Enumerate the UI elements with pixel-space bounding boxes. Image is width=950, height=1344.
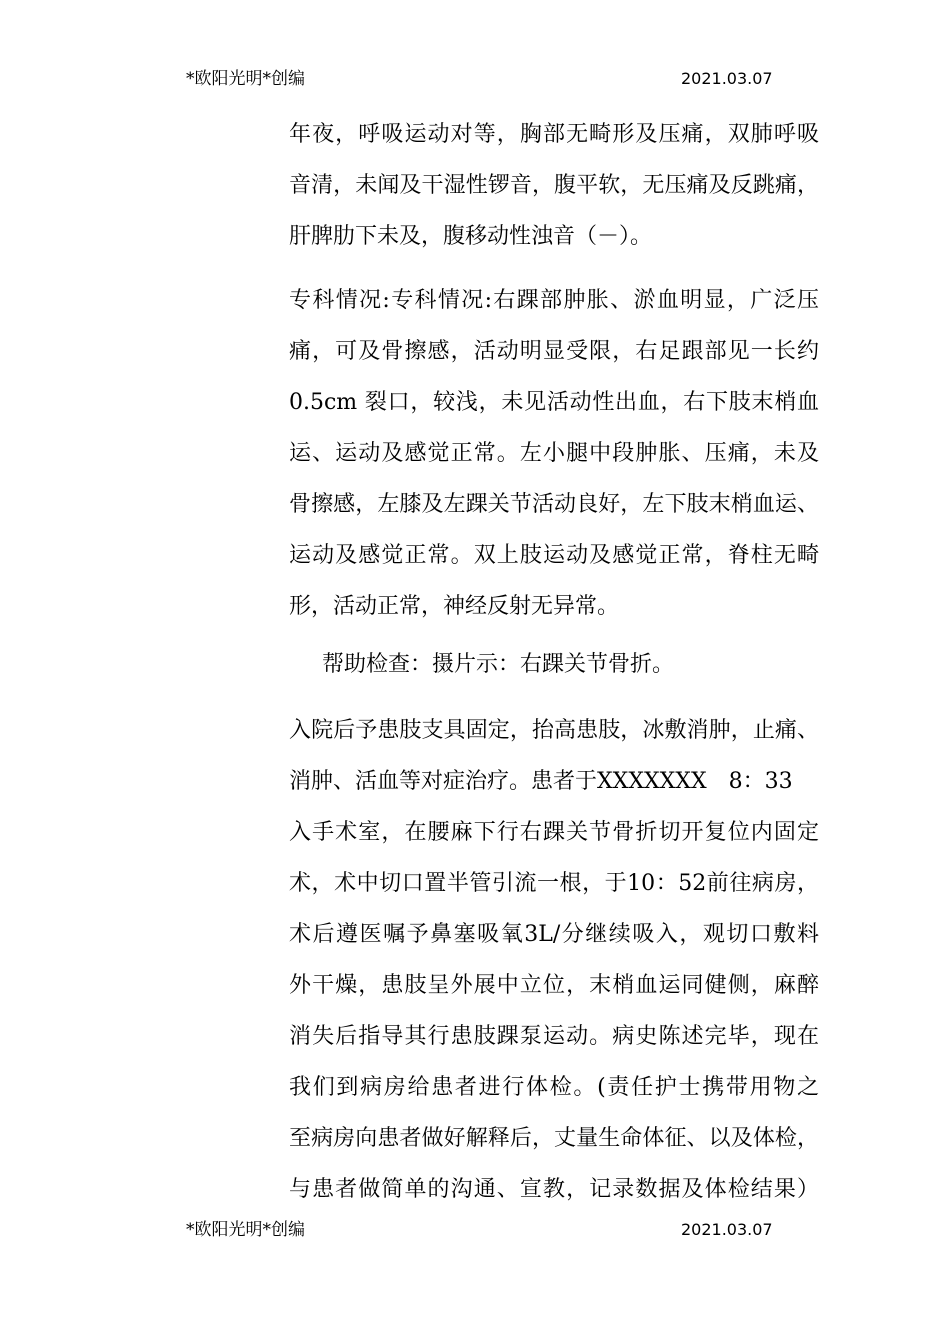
text-line: 术后遵医嘱予鼻塞吸氧3L/分继续吸入，观切口敷料 (289, 922, 819, 947)
text-line: 消失后指导其行患肢踝泵运动。病史陈述完毕，现在 (289, 1024, 819, 1049)
text-line: 骨擦感，左膝及左踝关节活动良好，左下肢末梢血运、 (289, 492, 819, 517)
text-line: 0.5cm 裂口，较浅，未见活动性出血，右下肢末梢血 (289, 390, 819, 415)
text-line: 专科情况:专科情况:右踝部肿胀、淤血明显，广泛压 (289, 288, 819, 313)
text-line: 运动及感觉正常。双上肢运动及感觉正常，脊柱无畸 (289, 543, 819, 568)
text-line: 至病房向患者做好解释后，丈量生命体征、以及体检， (289, 1126, 819, 1151)
header-author: *欧阳光明*创编 (186, 69, 305, 89)
text-line: 痛，可及骨擦感，活动明显受限，右足跟部见一长约 (289, 339, 819, 364)
text-line: 术，术中切口置半管引流一根，于10：52前往病房， (289, 871, 819, 896)
text-line: 入院后予患肢支具固定，抬高患肢，冰敷消肿，止痛、 (289, 718, 819, 743)
text-line: 年夜，呼吸运动对等，胸部无畸形及压痛，双肺呼吸 (289, 122, 819, 147)
text-line: 肝脾肋下未及，腹移动性浊音（－）。 (289, 224, 653, 249)
paragraph-physical-exam (289, 109, 819, 262)
header-date: 2021.03.07 (681, 69, 773, 88)
text-line: 我们到病房给患者进行体检。(责任护士携带用物之 (289, 1075, 819, 1100)
text-line: 入手术室，在腰麻下行右踝关节骨折切开复位内固定 (289, 820, 819, 845)
text-line: 音清，未闻及干湿性锣音，腹平软，无压痛及反跳痛， (289, 173, 819, 198)
text-line: 运、运动及感觉正常。左小腿中段肿胀、压痛，未及 (289, 441, 819, 466)
text-line: 形，活动正常，神经反射无异常。 (289, 594, 620, 619)
paragraph-treatment (289, 705, 819, 1215)
text-line: 帮助检查：摄片示：右踝关节骨折。 (322, 652, 675, 677)
paragraph-specialty-exam (289, 275, 819, 632)
text-line: 外干燥，患肢呈外展中立位，末梢血运同健侧，麻醉 (289, 973, 819, 998)
footer-date: 2021.03.07 (681, 1220, 773, 1239)
text-line: 消肿、活血等对症治疗。患者于XXXXXXX 8：33 (289, 769, 793, 794)
footer-author: *欧阳光明*创编 (186, 1220, 305, 1240)
text-line: 与患者做简单的沟通、宣教，记录数据及体检结果） (289, 1177, 819, 1202)
paragraph-auxiliary-exam (322, 639, 819, 690)
